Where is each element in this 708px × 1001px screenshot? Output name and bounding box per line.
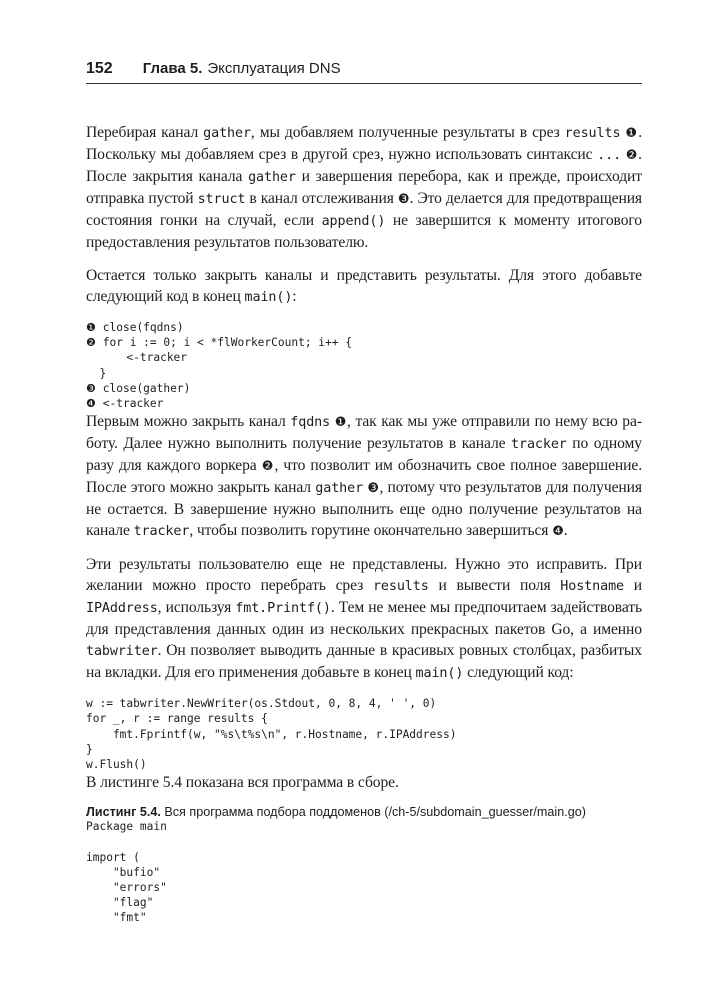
inline-code: fmt.Printf() [235,601,331,617]
text: и [624,577,643,595]
code-block-listing: Package main import ( "bufio" "errors" "flag" "fmt" [86,820,167,925]
text: . Тем не менее мы предпочитаем задействовать для представления данных один из нескольких прекрасных пакетов Go, а именно [86,599,642,639]
text: В листинге 5.4 показана вся программа в сборе. [86,774,399,792]
inline-code: tracker [133,524,190,540]
inline-code: gather [248,170,296,185]
listing-label: Листинг 5.4. [86,805,161,820]
inline-code: ... [597,148,622,163]
text: . Он позволяет выводить данные в красивых ровных столбцах, разбитых на вкладки. Для его применения добавьте в конец [86,642,642,682]
text: в канал отслеживания [245,190,398,207]
text: . После закрытия канала [86,146,642,185]
text: , используя [157,599,236,617]
callout-marker-4: ❹ [552,524,564,540]
inline-code: main() [244,290,293,305]
listing-title: Вся программа подбора поддоменов (/ch-5/subdomain_guesser/main.go) [160,805,586,820]
inline-code: tabwriter [86,644,158,660]
callout-marker-2: ❷ [261,459,275,475]
text: Эти результаты пользователю еще не представлены. Нужно это исправить. При желании можно просто перебрать срез [86,556,642,595]
text: : [292,288,297,305]
inline-code: IPAddress [86,601,158,617]
inline-code: Hostname [560,579,624,595]
text: . Это делается для предотвращения состояния гонки на случай, если [86,190,643,229]
text: , потому что результатов для получения не остается. В завершение нужно выполнить еще одно получение результатов на канале [86,479,642,540]
text: не завершится к моменту итогового предоставления результатов пользователю. [86,212,642,251]
code-block-close-channels: ❶ close(fqdns) ❷ for i := 0; i < *flWorkerCount; i++ { <-tracker } ❸ close(gather) ❹ <-tracker [86,321,352,411]
text: . Поскольку мы добавляем срез в другой срез, нужно использовать синтаксис [86,124,642,163]
callout-marker-1: ❶ [334,415,348,431]
text: Остается только закрыть каналы и представить результаты. Для этого добавьте следующий код в конец [86,267,642,305]
page-content [86,122,642,926]
header-rule [86,83,642,84]
text: , мы добавляем полученные результаты в срез [250,124,565,141]
text: , так как мы уже отправили по нему всю работу. Далее нужно выполнить получение результатов в канале [86,413,643,453]
text: и вывести поля [428,577,561,595]
inline-code: fqdns [290,415,331,431]
text: следующий код: [463,664,574,682]
chapter-label: Глава 5. [142,60,203,77]
text: , чтобы позволить горутине окончательно завершиться [189,522,553,540]
paragraph-5 [86,772,642,793]
page-number: 152 [86,60,113,77]
paragraph-4 [86,554,642,684]
code-block-tabwriter: w := tabwriter.NewWriter(os.Stdout, 0, 8, 4, ' ', 0) for _, r := range results { fmt.Fprintf(w, "%s\t%s\n", r.Hostname, r.IPAddress) } w.Flush() [86,697,457,772]
text: и завершения перебора, как и прежде, происходит отправка пустой [86,168,642,207]
listing-caption [86,805,642,819]
text: по одному разу для каждого воркера [86,435,642,475]
paragraph-3 [86,411,642,542]
inline-code: results [564,126,621,141]
running-header [86,60,642,78]
inline-code: struct [197,192,246,207]
paragraph-2 [86,265,642,308]
callout-marker-1: ❶ [625,126,639,141]
text: Первым можно закрыть канал [86,413,291,431]
chapter-title: Эксплуатация DNS [207,60,341,77]
text: , что позволит им обозначить свое полное завершение. После этого можно закрыть канал [86,457,643,497]
text: . [563,522,568,540]
inline-code: gather [315,481,364,497]
inline-code: tracker [511,437,567,453]
text: Перебирая канал [86,124,204,141]
paragraph-1 [86,122,642,253]
inline-code: main() [415,666,464,682]
callout-marker-3: ❸ [367,481,380,497]
inline-code: append() [321,214,386,229]
callout-marker-3: ❸ [397,192,410,207]
inline-code: gather [203,126,251,141]
callout-marker-2: ❷ [625,148,639,163]
inline-code: results [372,579,429,595]
